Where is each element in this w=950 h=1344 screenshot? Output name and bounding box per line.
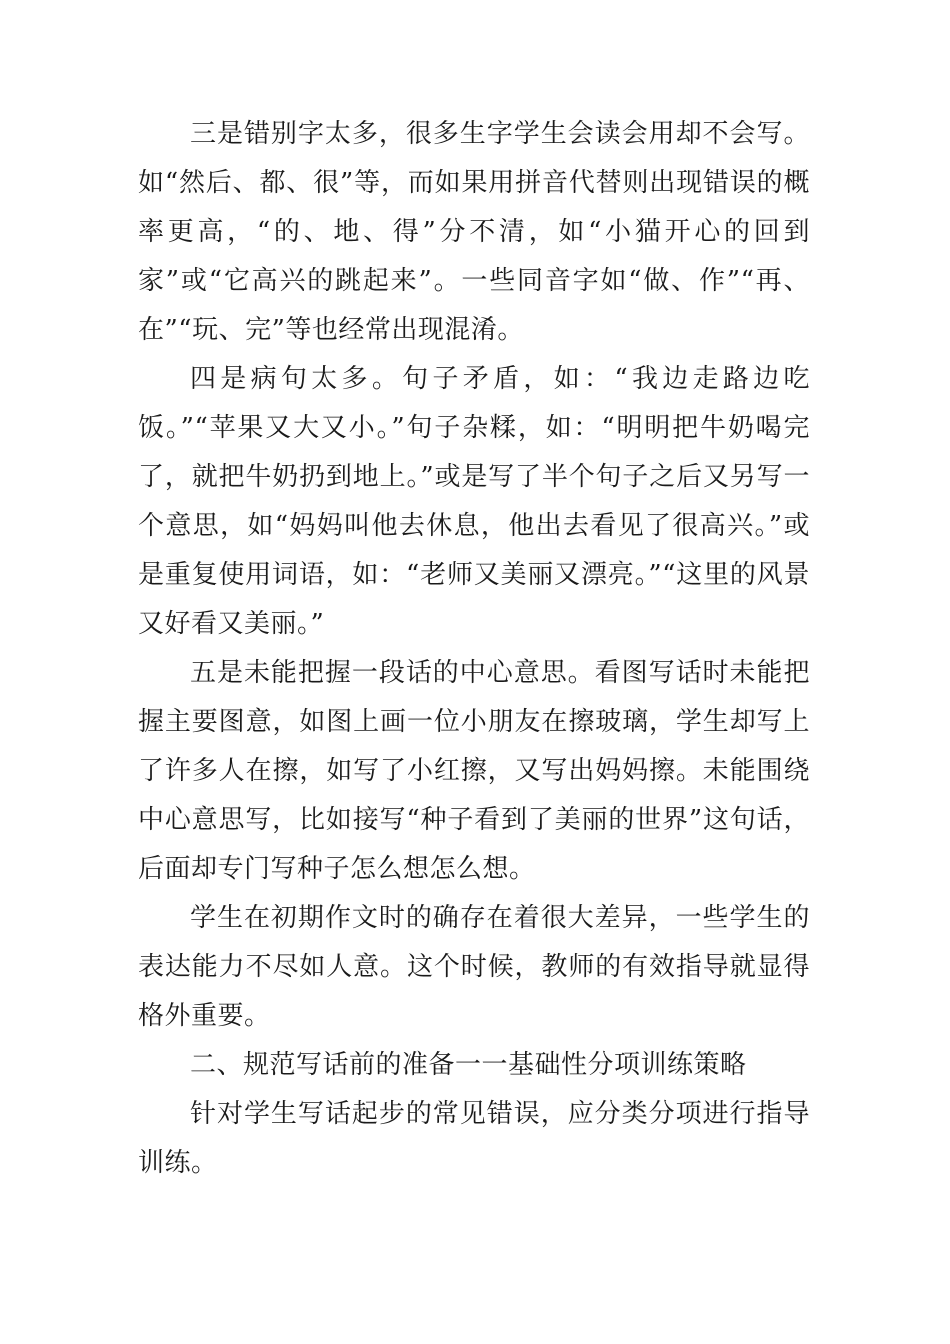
paragraph-training: 针对学生写话起步的常见错误，应分类分项进行指导训练。 xyxy=(138,1099,810,1178)
paragraph-typos: 三是错别字太多，很多生字学生会读会用却不会写。如“然后、都、很”等，而如果用拼音代替则出现错误的概率更高，“的、地、得”分不清，如“小猫开心的回到家”或“它高兴的跳起来”。一些同音字如“做、作”“再、在”“玩、完”等也经常出现混淆。 xyxy=(138,119,810,345)
paragraph-student-differences: 学生在初期作文时的确存在着很大差异，一些学生的表达能力不尽如人意。这个时候，教师的有效指导就显得格外重要。 xyxy=(138,903,810,1031)
section-heading: 二、规范写话前的准备一一基础性分项训练策略 xyxy=(190,1050,747,1080)
document-body xyxy=(138,110,810,1188)
paragraph-central-idea: 五是未能把握一段话的中心意思。看图写话时未能把握主要图意，如图上画一位小朋友在擦玻璃，学生却写上了许多人在擦，如写了小红擦，又写出妈妈擦。未能围绕中心意思写，比如接写“种子看到了美丽的世界”这句话，后面却专门写种子怎么想怎么想。 xyxy=(138,658,810,884)
paragraph-faulty-sentences: 四是病句太多。句子矛盾，如：“我边走路边吃饭。”“苹果又大又小。”句子杂糅，如：“明明把牛奶喝完了，就把牛奶扔到地上。”或是写了半个句子之后又另写一个意思，如“妈妈叫他去休息，他出去看见了很高兴。”或是重复使用词语，如：“老师又美丽又漂亮。”“这里的风景又好看又美丽。” xyxy=(138,364,810,639)
